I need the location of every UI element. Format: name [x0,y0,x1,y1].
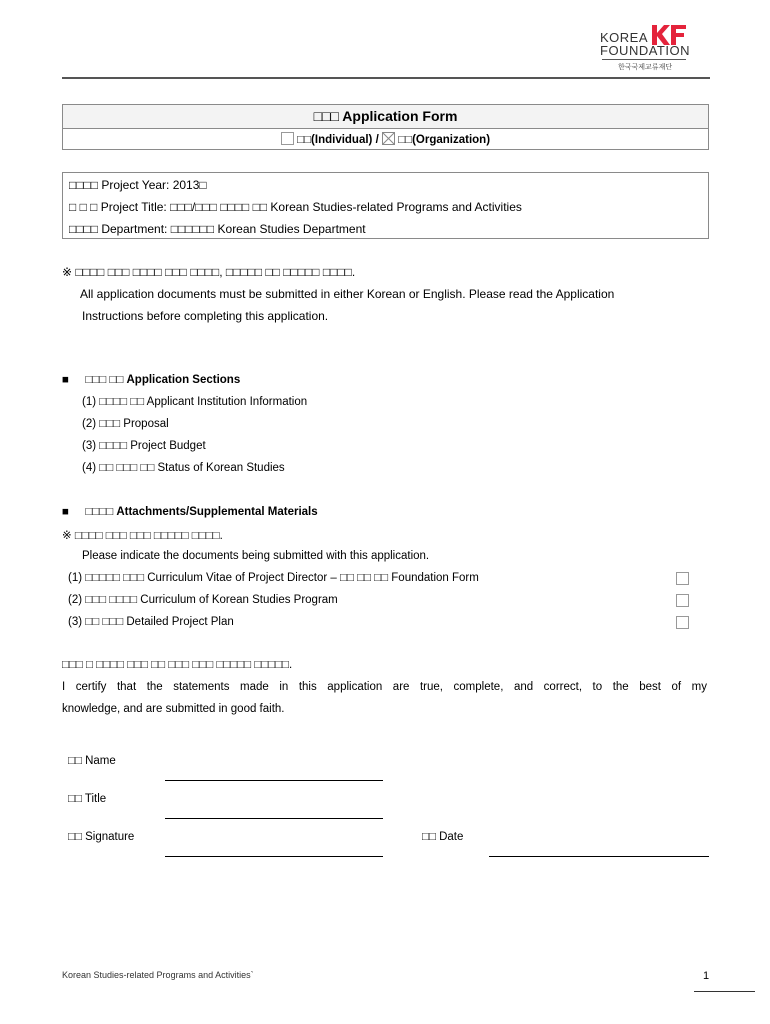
footer-text: Korean Studies-related Programs and Activities` [62,970,254,980]
project-department: □□□□ Department: □□□□□□ Korean Studies Department [69,222,366,236]
logo-text-foundation: FOUNDATION [600,43,690,58]
certify-english-line1: I certify that the statements made in this application are true, complete, and correct, to the best of my [62,681,707,693]
logo-divider [602,59,686,60]
attachment-item: (1) □□□□□ □□□ Curriculum Vitae of Project Director – □□ □□ □□ Foundation Form [68,572,479,584]
section-item: (2) □□□ Proposal [82,418,169,430]
attachment-checkbox[interactable] [676,594,689,607]
organization-checkbox[interactable] [382,131,395,153]
name-label: □□ Name [68,755,116,767]
applicant-type-row [63,129,708,151]
sections-heading-prefix: □□□ □□ [85,374,127,386]
attachment-item: (3) □□ □□□ Detailed Project Plan [68,616,234,628]
section-item: (4) □□ □□□ □□ Status of Korean Studies [82,462,285,474]
attachment-checkbox[interactable] [676,616,689,629]
attachments-heading-title: Attachments/Supplemental Materials [116,506,318,518]
checked-x-icon [382,132,395,145]
attachments-heading [62,506,318,518]
footer-rule [694,991,755,992]
individual-checkbox[interactable] [281,132,294,145]
title-line[interactable] [165,818,383,819]
name-line[interactable] [165,780,383,781]
signature-line[interactable] [165,856,383,857]
form-title: □□□ Application Form [313,108,458,124]
header-rule [62,77,710,79]
form-title-row [63,105,708,129]
attachment-item: (2) □□□ □□□□ Curriculum of Korean Studies Program [68,594,338,606]
attachment-checkbox[interactable] [676,572,689,585]
title-label: □□ Title [68,793,107,805]
organization-label: □□(Organization) [398,134,491,146]
certify-korean: □□□ □ □□□□ □□□ □□ □□□ □□□ □□□□□ □□□□□. [62,659,293,671]
certify-english-line2: knowledge, and are submitted in good faith. [62,703,285,715]
project-year: □□□□ Project Year: 2013□ [69,178,207,192]
project-info-box [62,172,709,239]
notice-english-line1: All application documents must be submitted in either Korean or English. Please read the Application [80,287,615,301]
notice-english-line2: Instructions before completing this application. [82,309,329,323]
page-number: 1 [703,970,710,982]
section-item: (3) □□□□ Project Budget [82,440,206,452]
sections-heading-title: Application Sections [126,374,241,386]
attachments-heading-prefix: □□□□ [85,506,117,518]
attachments-note-english: Please indicate the documents being submitted with this application. [82,550,430,562]
project-title: □ □ □ Project Title: □□□/□□□ □□□□ □□ Korean Studies-related Programs and Activities [69,200,522,214]
bullet-square-icon: ■ [62,374,69,386]
date-label: □□ Date [422,831,464,843]
form-title-box [62,104,709,150]
sections-heading [62,374,240,386]
logo-text-korea: KOREA [600,30,649,45]
attachments-note-korean: ※ □□□□ □□□ □□□ □□□□□ □□□□. [62,530,223,542]
signature-label: □□ Signature [68,831,135,843]
date-line[interactable] [489,856,709,857]
bullet-square-icon: ■ [62,506,69,518]
notice-korean: ※ □□□□ □□□ □□□□ □□□ □□□□, □□□□□ □□ □□□□□ □□□□. [62,265,356,279]
section-item: (1) □□□□ □□ Applicant Institution Information [82,396,308,408]
foundation-logo [596,22,696,76]
logo-text-korean: 한국국제교류재단 [618,63,673,71]
individual-label: □□(Individual) / [297,134,379,146]
